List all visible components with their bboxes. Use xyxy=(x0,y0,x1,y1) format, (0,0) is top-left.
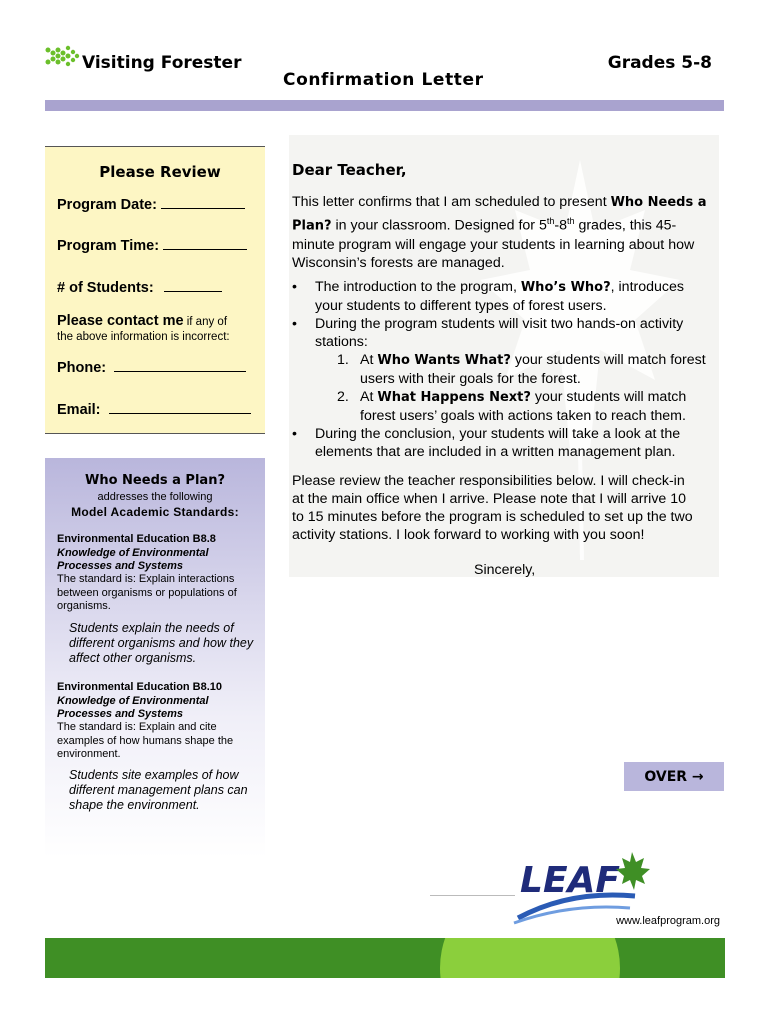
standard-2-heading xyxy=(57,681,222,722)
email-blank[interactable] xyxy=(109,399,251,414)
phone-label: Phone: xyxy=(57,360,107,376)
standard-2-name-1: Knowledge of Environmental xyxy=(57,694,209,707)
letter-greeting: Dear Teacher, xyxy=(292,161,407,179)
standard-1-name-1: Knowledge of Environmental xyxy=(57,546,209,559)
program-time-blank[interactable] xyxy=(163,235,247,250)
brand-title: Visiting Forester xyxy=(82,53,242,73)
website-link[interactable]: www.leafprogram.org xyxy=(616,915,720,927)
bullet-2: • During the program students will visit two hands-on activity stations: xyxy=(292,316,684,350)
phone-blank[interactable] xyxy=(114,357,246,372)
phone-field[interactable] xyxy=(57,357,246,376)
over-button[interactable]: OVER → xyxy=(624,762,724,791)
students-field[interactable] xyxy=(57,277,222,296)
program-time-label: Program Time: xyxy=(57,238,160,254)
program-time-field[interactable] xyxy=(57,235,247,254)
standard-2-code: Environmental Education B8.10 xyxy=(57,681,223,693)
letter-paragraph-2: Please review the teacher responsibilities below. I will check-in at the main office when I arrive. Please note that I will arrive 10 to 15 minutes before the program is scheduled to set up the two activity stations. I look forward to working with you soon! xyxy=(292,473,693,543)
standards-subtitle: addresses the following xyxy=(97,491,213,503)
bullet-3: • During the conclusion, your students will take a look at the elements that are included in a written management plan. xyxy=(292,426,681,460)
standard-1-heading xyxy=(57,533,216,574)
letter-bullets xyxy=(292,278,722,461)
students-blank[interactable] xyxy=(164,277,222,292)
page-title: Confirmation Letter xyxy=(283,70,484,90)
standard-1-quote: Students explain the needs of different organisms and how they affect other organisms. xyxy=(69,621,254,665)
svg-text:LEAF: LEAF xyxy=(520,860,620,901)
review-title: Please Review xyxy=(99,163,221,181)
bullet-1: • The introduction to the program, Who’s Who?, introduces your students to different types of forest users. xyxy=(292,279,684,314)
letter-signoff: Sincerely, xyxy=(474,562,536,578)
contact-bold: Please contact me xyxy=(57,313,184,329)
standards-title: Who Needs a Plan? xyxy=(85,473,225,488)
standard-2-name-2: Processes and Systems xyxy=(57,708,183,720)
standard-1-code: Environmental Education B8.8 xyxy=(57,533,216,545)
email-field[interactable] xyxy=(57,399,251,418)
standards-box xyxy=(45,458,265,858)
standard-1-name-2: Processes and Systems xyxy=(57,560,183,572)
program-date-field[interactable] xyxy=(57,194,245,213)
arrows-logo-icon xyxy=(44,44,80,72)
standards-subtitle-2: Model Academic Standards: xyxy=(71,505,239,519)
numbered-item-2: 2. At What Happens Next? your students will match forest users’ goals with actions taken to reach them. xyxy=(337,389,687,424)
standard-1-text: The standard is: Explain interactions between organisms or populations of organisms. xyxy=(57,573,237,612)
contact-small: if any of xyxy=(183,316,228,328)
program-date-blank[interactable] xyxy=(161,194,245,209)
footer-band xyxy=(45,938,725,978)
grades-label: Grades 5-8 xyxy=(607,53,712,73)
footer-circle-decoration xyxy=(440,938,620,978)
review-form-box xyxy=(45,146,265,434)
logo-divider xyxy=(430,895,515,896)
email-label: Email: xyxy=(57,402,101,418)
header-divider xyxy=(45,100,724,111)
contact-instruction xyxy=(57,313,227,329)
program-date-label: Program Date: xyxy=(57,197,157,213)
standard-2-quote: Students site examples of how different management plans can shape the environment. xyxy=(69,768,248,812)
contact-instruction-2: the above information is incorrect: xyxy=(57,331,230,343)
students-label: # of Students: xyxy=(57,280,154,296)
numbered-item-1: 1. At Who Wants What? your students will match forest users with their goals for the forest. xyxy=(337,352,706,387)
letter-paragraph-1: This letter confirms that I am scheduled to present Who Needs a Plan? in your classroom. Designed for 5th-8th grades, this 45- minute program will engage your students in learning about how Wisconsin’s forests are managed. xyxy=(292,194,707,271)
standard-2-text: The standard is: Explain and cite examples of how humans shape the environment. xyxy=(57,721,234,760)
